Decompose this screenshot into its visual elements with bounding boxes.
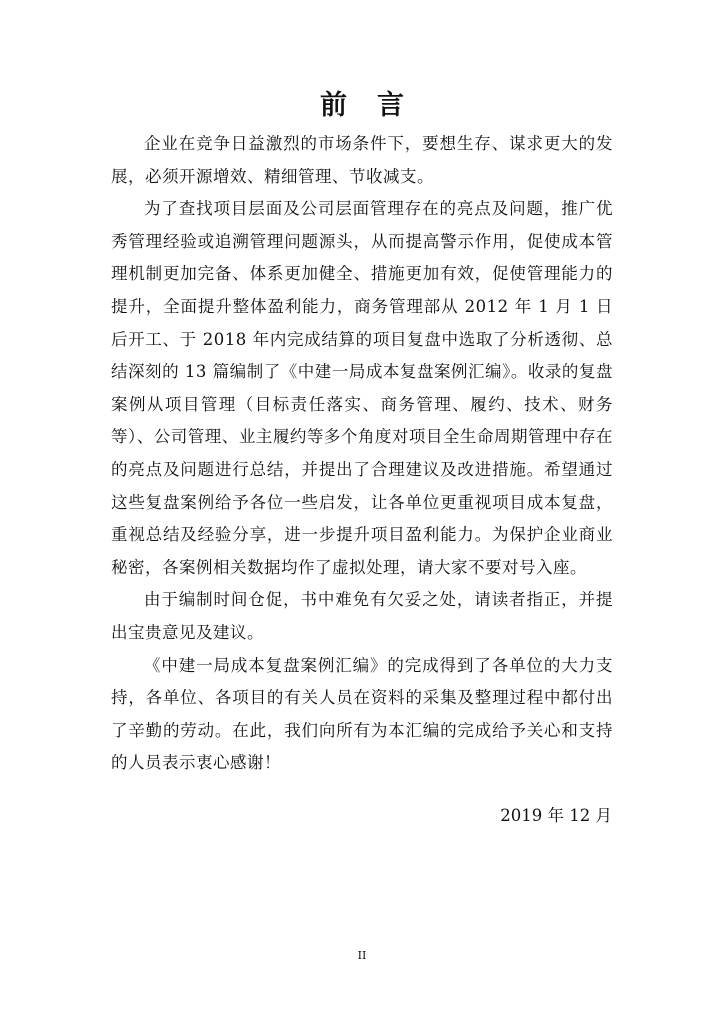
paragraph-purpose: 为了查找项目层面及公司层面管理存在的亮点及问题，推广优秀管理经验或追溯管理问题源头，从而提高警示作用，促使成本管理机制更加完备、体系更加健全、措施更加有效，促使管理能力的提升，全面提升整体盈利能力，商务管理部从 2012 年 1 月 1 日后开工、于 2018 年内完成结算的项目复盘中选取了分析透彻、总结深刻的 13 篇编制了《中建一局成本复盘案例汇编》。收录的复盘案例从项目管理（目标责任落实、商务管理、履约、技术、财务等）、公司管理、业主履约等多个角度对项目全生命周期管理中存在的亮点及问题进行总结，并提出了合理建议及改进措施。希望通过这些复盘案例给予各位一些启发，让各单位更重视项目成本复盘，重视总结及经验分享，进一步提升项目盈利能力。为保护企业商业秘密，各案例相关数据均作了虚拟处理，请大家不要对号入座。: [111, 199, 613, 577]
page-title: 前言: [320, 90, 434, 121]
document-date: 2019 年 12 月: [500, 806, 612, 825]
paragraph-thanks: 《中建一局成本复盘案例汇编》的完成得到了各单位的大力支持，各单位、各项目的有关人员在资料的采集及整理过程中都付出了辛勤的劳动。在此，我们向所有为本汇编的完成给予关心和支持的人员表示衷心感谢！: [111, 655, 613, 773]
paragraph-disclaimer: 由于编制时间仓促，书中难免有欠妥之处，请读者指正，并提出宝贵意见及建议。: [111, 590, 613, 642]
preface-body: [111, 128, 613, 780]
paragraph-intro: 企业在竞争日益激烈的市场条件下，要想生存、谋求更大的发展，必须开源增效、精细管理、节收减支。: [111, 134, 613, 186]
page-number: II: [357, 949, 367, 962]
